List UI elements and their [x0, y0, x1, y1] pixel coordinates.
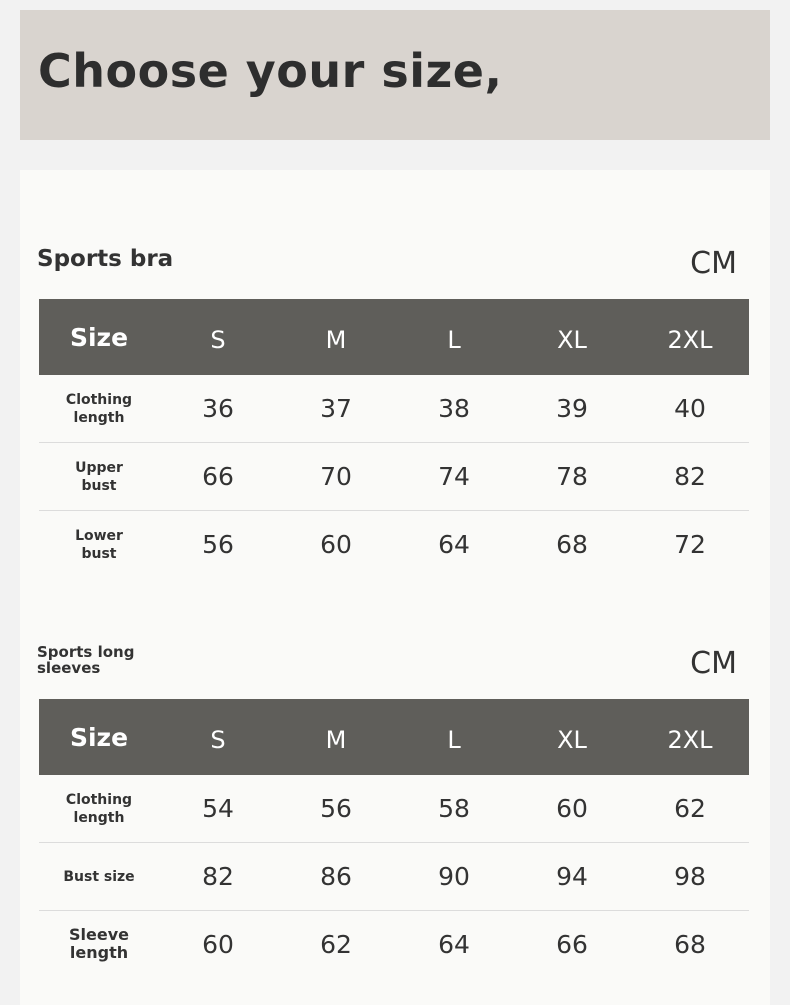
table-row — [39, 843, 749, 911]
table-cell: 56 — [202, 530, 234, 559]
row-label-text: Upper bust — [75, 459, 123, 494]
table-cell: 66 — [159, 443, 277, 511]
row-label — [39, 775, 159, 843]
banner-title: Choose your size, — [38, 44, 503, 98]
table-cell: 39 — [513, 375, 631, 443]
row-label-text: Clothing length — [65, 391, 133, 426]
table-header-row — [39, 299, 749, 375]
table-row — [39, 775, 749, 843]
row-label-text: Sleeve length — [69, 925, 129, 962]
header-size-label: Size — [39, 299, 159, 375]
size-table-sports-bra — [39, 299, 749, 578]
table-cell: 62 — [320, 930, 352, 959]
table-cell: 38 — [395, 375, 513, 443]
table-row — [39, 375, 749, 443]
unit-label-sports-bra: CM — [690, 246, 737, 281]
header-size-xl: XL — [513, 299, 631, 375]
table-cell: 62 — [631, 775, 749, 843]
table-cell: 60 — [202, 930, 234, 959]
table-row — [39, 911, 749, 979]
row-label — [39, 511, 159, 579]
table-cell: 56 — [277, 775, 395, 843]
header-size-2xl: 2XL — [631, 699, 749, 775]
unit-label-sports-long-sleeves: CM — [690, 646, 737, 681]
row-label — [39, 843, 159, 911]
table-cell: 60 — [320, 530, 352, 559]
table-cell: 40 — [631, 375, 749, 443]
size-table-sports-long-sleeves — [39, 699, 749, 978]
table-row — [39, 443, 749, 511]
table-cell: 78 — [513, 443, 631, 511]
table-cell: 74 — [395, 443, 513, 511]
header-size-l: L — [395, 299, 513, 375]
section-title-sports-bra: Sports bra — [37, 246, 174, 272]
header-size-m: M — [277, 699, 395, 775]
table-cell: 68 — [674, 930, 706, 959]
header-size-2xl: 2XL — [631, 299, 749, 375]
table-row — [39, 511, 749, 579]
table-cell: 68 — [556, 530, 588, 559]
table-cell: 82 — [631, 443, 749, 511]
row-label-text: Lower bust — [75, 527, 123, 562]
table-cell: 60 — [513, 775, 631, 843]
row-label-text: Bust size — [63, 868, 135, 885]
table-cell: 64 — [438, 530, 470, 559]
table-cell: 86 — [277, 843, 395, 911]
size-chart-card — [20, 170, 770, 1005]
table-cell: 94 — [513, 843, 631, 911]
table-cell: 72 — [674, 530, 706, 559]
table-cell: 70 — [277, 443, 395, 511]
table-cell: 64 — [438, 930, 470, 959]
row-label-text: Clothing length — [65, 791, 133, 826]
row-label — [39, 443, 159, 511]
header-size-m: M — [277, 299, 395, 375]
header-size-label: Size — [39, 699, 159, 775]
table-cell: 82 — [159, 843, 277, 911]
table-header-row — [39, 699, 749, 775]
header-size-xl: XL — [513, 699, 631, 775]
section-title-sports-long-sleeves: Sports long sleeves — [37, 643, 135, 677]
header-size-l: L — [395, 699, 513, 775]
table-cell: 54 — [159, 775, 277, 843]
header-size-s: S — [159, 299, 277, 375]
table-cell: 37 — [277, 375, 395, 443]
row-label — [39, 375, 159, 443]
table-cell: 58 — [395, 775, 513, 843]
table-cell: 36 — [159, 375, 277, 443]
table-cell: 98 — [631, 843, 749, 911]
table-cell: 90 — [395, 843, 513, 911]
table-cell: 66 — [556, 930, 588, 959]
row-label — [39, 911, 159, 979]
banner — [20, 10, 770, 140]
header-size-s: S — [159, 699, 277, 775]
